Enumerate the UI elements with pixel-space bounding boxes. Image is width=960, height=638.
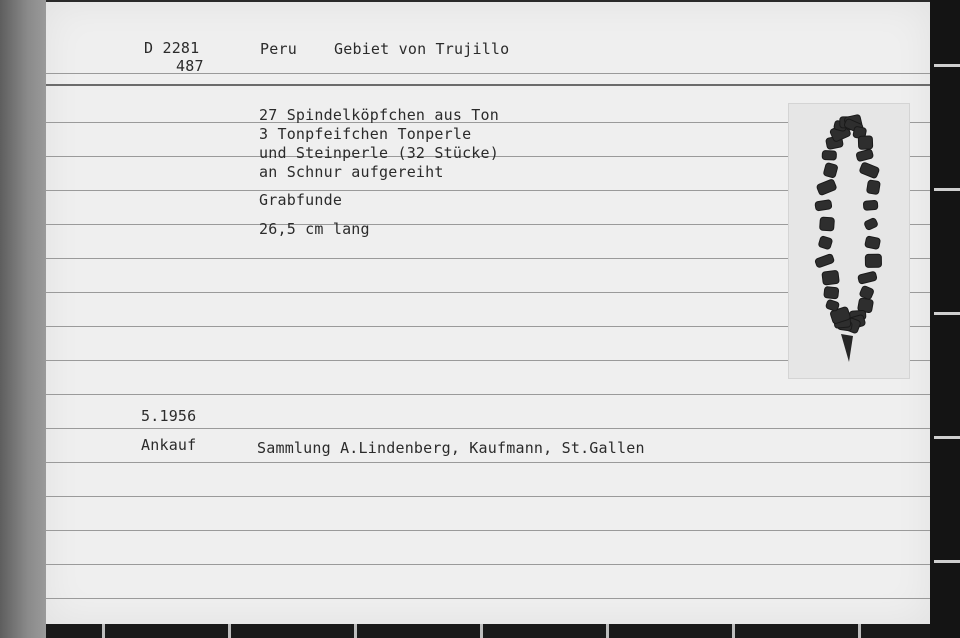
scan-right-edge xyxy=(930,0,960,638)
film-mark xyxy=(934,64,960,67)
bead-necklace-photo-icon xyxy=(789,104,909,378)
bead xyxy=(818,236,833,250)
bead xyxy=(816,179,837,196)
dimensions: 26,5 cm lang xyxy=(259,220,370,238)
film-mark xyxy=(858,624,861,638)
description-line: 27 Spindelköpfchen aus Ton xyxy=(259,106,499,124)
film-mark xyxy=(934,312,960,315)
acquisition-type: Ankauf xyxy=(141,436,197,454)
film-mark xyxy=(102,624,105,638)
bead xyxy=(825,299,839,311)
bead xyxy=(865,236,881,250)
sub-number: 487 xyxy=(176,57,204,75)
film-mark xyxy=(606,624,609,638)
object-photo xyxy=(789,104,909,378)
film-mark xyxy=(934,188,960,191)
country: Peru xyxy=(260,40,297,58)
bead xyxy=(815,200,832,211)
description-line: 3 Tonpfeifchen Tonperle xyxy=(259,125,472,143)
catalog-card xyxy=(46,2,930,624)
bead xyxy=(858,136,872,149)
bead xyxy=(822,270,839,285)
card-rule xyxy=(46,462,930,463)
bead xyxy=(858,271,878,284)
card-rule xyxy=(46,496,930,497)
description-line: an Schnur aufgereiht xyxy=(259,163,444,181)
film-mark xyxy=(354,624,357,638)
card-rule xyxy=(46,530,930,531)
find-context: Grabfunde xyxy=(259,191,343,209)
inventory-number: D 2281 xyxy=(144,39,200,57)
scan-left-edge xyxy=(0,0,46,638)
bead xyxy=(822,151,836,160)
acquisition-source: Sammlung A.Lindenberg, Kaufmann, St.Gallen xyxy=(257,439,645,457)
film-mark xyxy=(480,624,483,638)
card-rule xyxy=(46,564,930,565)
scan-bottom-edge xyxy=(46,624,930,638)
bead xyxy=(865,254,881,267)
film-mark xyxy=(732,624,735,638)
bead xyxy=(859,162,880,179)
card-rule xyxy=(46,428,930,429)
bead xyxy=(824,286,839,298)
card-header-rule xyxy=(46,84,930,86)
card-rule xyxy=(46,394,930,395)
bead xyxy=(863,200,878,210)
film-mark xyxy=(934,560,960,563)
film-mark xyxy=(228,624,231,638)
bead xyxy=(815,253,835,268)
film-mark xyxy=(934,436,960,439)
bead xyxy=(856,149,874,162)
description-line: und Steinperle (32 Stücke) xyxy=(259,144,499,162)
bead xyxy=(823,162,838,178)
bead xyxy=(866,180,880,195)
region: Gebiet von Trujillo xyxy=(334,40,510,58)
bead xyxy=(864,217,879,230)
acquisition-date: 5.1956 xyxy=(141,407,197,425)
bead xyxy=(820,217,835,231)
card-rule xyxy=(46,598,930,599)
